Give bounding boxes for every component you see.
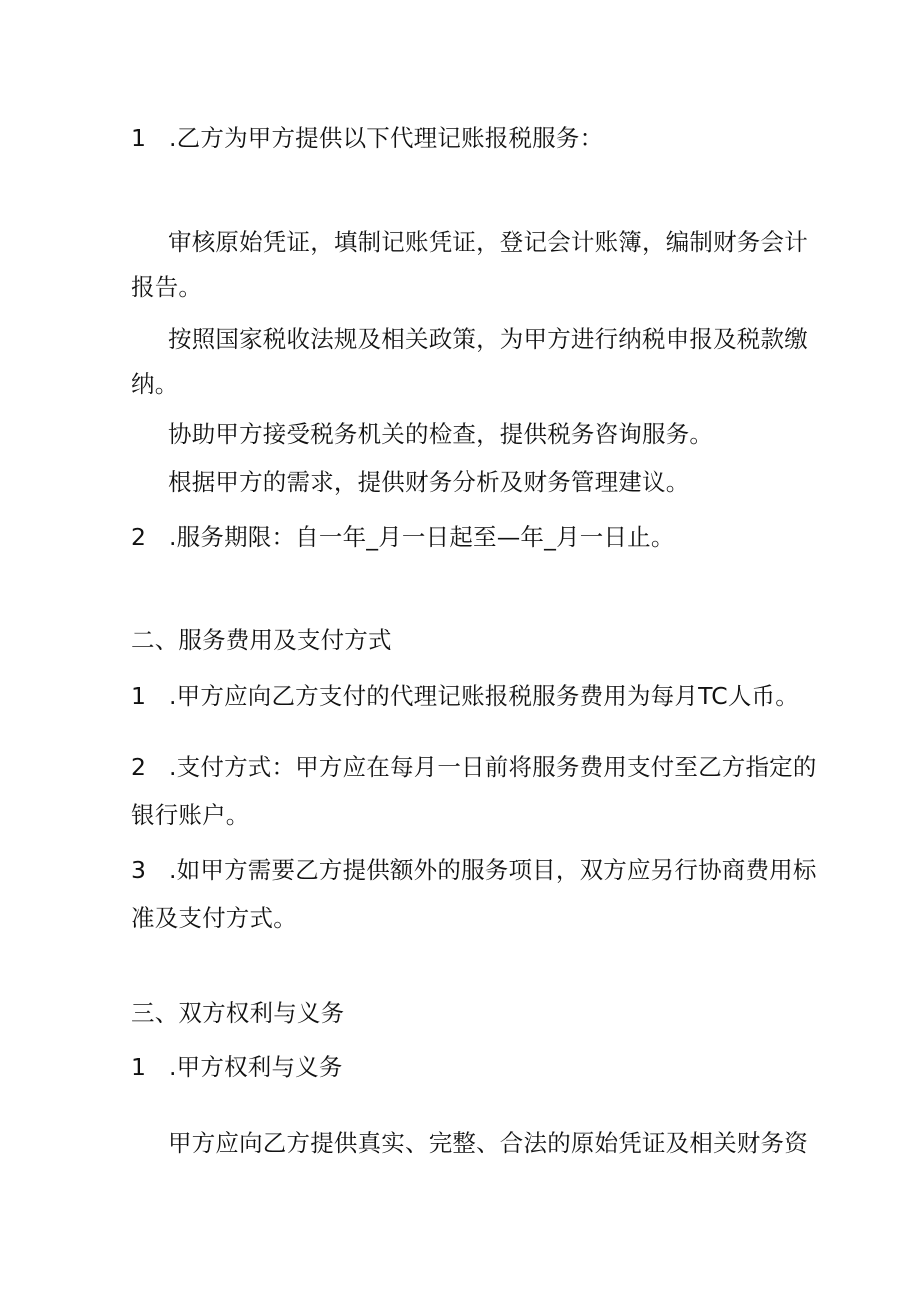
- list-item-service-scope: [131, 122, 603, 154]
- list-number: 1: [131, 124, 147, 152]
- list-item-party-a-rights: [131, 1051, 343, 1083]
- paragraph-line: 银行账户。: [131, 801, 250, 829]
- list-number: 1: [131, 1053, 147, 1081]
- section-heading: 三、双方权利与义务: [131, 999, 345, 1027]
- list-text: .如甲方需要乙方提供额外的服务项目，双方应另行协商费用标: [169, 856, 817, 884]
- list-number: 2: [131, 753, 147, 781]
- paragraph-line: 审核原始凭证，填制记账凭证，登记会计账簿，编制财务会计: [168, 228, 808, 256]
- list-number: 2: [131, 523, 147, 551]
- list-text: .甲方权利与义务: [169, 1053, 343, 1081]
- list-text: .服务期限：自一年_月一日起至—年_月一日止。: [169, 523, 675, 551]
- list-item-extra-services: [131, 854, 817, 886]
- list-text: .甲方应向乙方支付的代理记账报税服务费用为每月TC人币。: [169, 682, 799, 710]
- paragraph-line: 协助甲方接受税务机关的检查，提供税务咨询服务。: [168, 420, 714, 448]
- list-number: 3: [131, 856, 147, 884]
- list-text: .支付方式：甲方应在每月一日前将服务费用支付至乙方指定的: [169, 753, 817, 781]
- list-item-fee: [131, 680, 799, 712]
- list-text: .乙方为甲方提供以下代理记账报税服务：: [169, 124, 604, 152]
- list-item-service-period: [131, 521, 675, 553]
- list-number: 1: [131, 682, 147, 710]
- paragraph-line: 甲方应向乙方提供真实、完整、合法的原始凭证及相关财务资: [168, 1129, 808, 1157]
- paragraph-line: 准及支付方式。: [131, 904, 297, 932]
- paragraph-line: 纳。: [131, 370, 179, 398]
- paragraph-line: 按照国家税收法规及相关政策，为甲方进行纳税申报及税款缴: [168, 325, 808, 353]
- paragraph-line: 报告。: [131, 273, 203, 301]
- list-item-payment-method: [131, 751, 817, 783]
- paragraph-line: 根据甲方的需求，提供财务分析及财务管理建议。: [168, 468, 690, 496]
- section-heading: 二、服务费用及支付方式: [131, 626, 392, 654]
